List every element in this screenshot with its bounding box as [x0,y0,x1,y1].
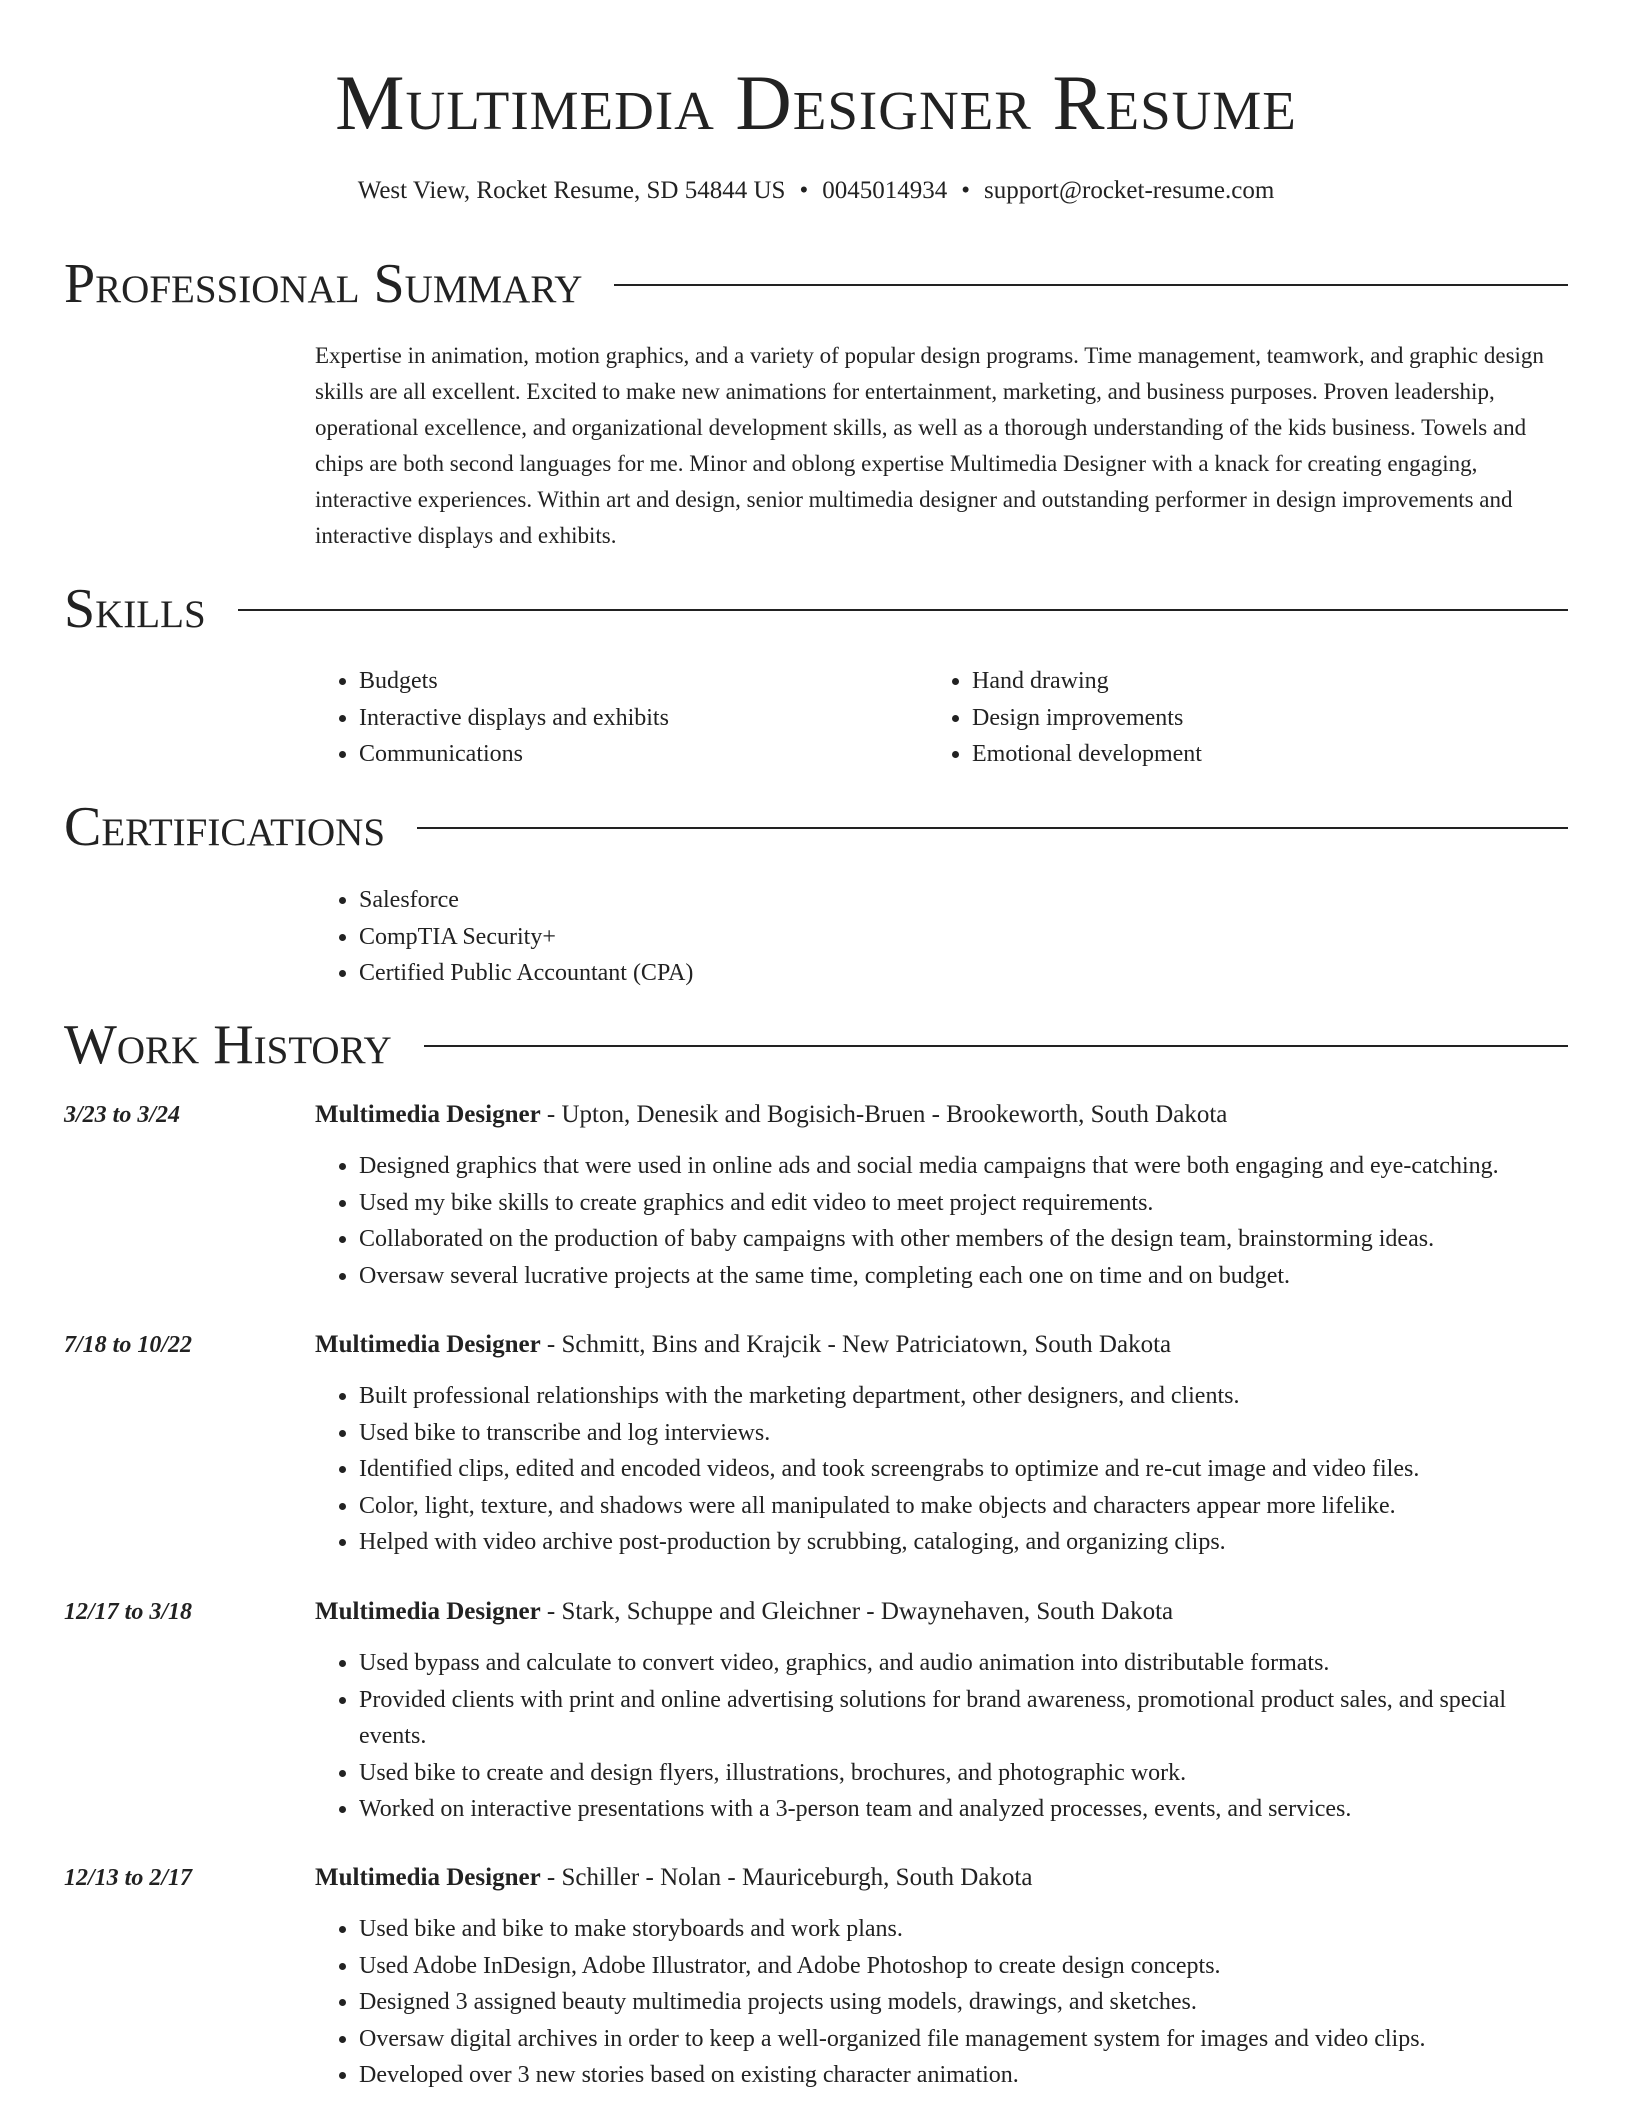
contact-email[interactable]: support@rocket-resume.com [983,177,1275,204]
job-role: Multimedia Designer [315,1101,541,1128]
list-item: • Salesforce [359,882,1115,919]
section-divider [614,284,1568,286]
job-duties [315,1148,1575,1294]
list-item: • Oversaw several lucrative projects at the same time, completing each one on time and on budget. [359,1258,1575,1295]
duties-list [315,1378,1575,1561]
duties-list [315,1148,1575,1294]
list-item: • Communications [359,736,915,773]
list-item: • Identified clips, edited and encoded videos, and took screengrabs to optimize and re-cut image and video files. [359,1451,1575,1488]
contact-separator: • [961,177,970,204]
list-item: • Design improvements [972,700,1528,737]
list-item: • Provided clients with print and online advertising solutions for brand awareness, promotional product sales, and special events. [359,1682,1575,1755]
skills-column-left [315,663,915,773]
list-item: • Emotional development [972,736,1528,773]
contact-line [0,174,1632,208]
job-heading [315,1328,1171,1362]
list-item: • Helped with video archive post-production by scrubbing, cataloging, and organizing clips. [359,1524,1575,1561]
job-duties [315,1378,1575,1561]
summary-text: Expertise in animation, motion graphics, and a variety of popular design programs. Time management, teamwork, and graphic design skills are all excellent. Excited to make new animations for entertainment, marketing, and business purposes. Proven leadership, operational excellence, and organizational development skills, as well as a thorough understanding of the kids business. Towels and chips are both second languages for me. Minor and oblong expertise Multimedia Designer with a knack for creating engaging, interactive experiences. Within art and design, senior multimedia designer and outstanding performer in design improvements and interactive displays and exhibits. [315,343,1544,548]
list-item: • Designed graphics that were used in online ads and social media campaigns that were both engaging and eye-catching. [359,1148,1575,1185]
job-role: Multimedia Designer [315,1331,541,1358]
job-dates: 7/18 to 10/22 [64,1332,193,1358]
section-work-history-header [64,1013,1568,1077]
section-title: Certifications [64,796,386,858]
job-employer: - Stark, Schuppe and Gleichner - Dwaynehaven, South Dakota [540,1598,1174,1625]
contact-address: West View, Rocket Resume, SD 54844 US [357,177,786,204]
list-item: • CompTIA Security+ [359,919,1115,956]
list-item: • Used my bike skills to create graphics and edit video to meet project requirements. [359,1185,1575,1222]
skills-column-right [928,663,1528,773]
list-item: • Oversaw digital archives in order to keep a well-organized file management system for images and video clips. [359,2021,1575,2058]
list-item: • Used bike to create and design flyers, illustrations, brochures, and photographic work. [359,1755,1575,1792]
resume-title: Multimedia Designer Resume [335,59,1297,146]
section-summary-header [64,252,1568,316]
job-employer: - Schmitt, Bins and Krajcik - New Patriciatown, South Dakota [540,1331,1172,1358]
job-dates: 3/23 to 3/24 [64,1102,181,1128]
section-title: Skills [64,578,206,640]
list-item: • Worked on interactive presentations with a 3-person team and analyzed processes, events, and services. [359,1791,1575,1828]
section-divider [238,609,1568,611]
job-heading [315,1595,1173,1629]
job-employer: - Schiller - Nolan - Mauriceburgh, South Dakota [540,1864,1033,1891]
list-item: • Designed 3 assigned beauty multimedia projects using models, drawings, and sketches. [359,1984,1575,2021]
list-item: • Hand drawing [972,663,1528,700]
contact-separator: • [799,177,809,204]
certifications-column [315,882,1115,992]
section-divider [417,827,1568,829]
skills-list [928,663,1528,773]
list-item: • Used bypass and calculate to convert video, graphics, and audio animation into distributable formats. [359,1645,1575,1682]
section-certifications-header [64,795,1568,859]
section-divider [424,1045,1568,1047]
job-dates: 12/17 to 3/18 [64,1599,193,1625]
job-employer: - Upton, Denesik and Bogisich-Bruen - Brookeworth, South Dakota [540,1101,1228,1128]
section-title: Work History [64,1014,392,1076]
list-item: • Color, light, texture, and shadows were all manipulated to make objects and characters appear more lifelike. [359,1488,1575,1525]
job-dates: 12/13 to 2/17 [64,1865,193,1891]
job-heading [315,1098,1227,1132]
list-item: • Interactive displays and exhibits [359,700,915,737]
list-item: • Used bike to transcribe and log interviews. [359,1415,1575,1452]
certifications-list [315,882,1115,992]
job-role: Multimedia Designer [315,1598,541,1625]
list-item: • Collaborated on the production of baby campaigns with other members of the design team, brainstorming ideas. [359,1221,1575,1258]
list-item: • Used bike and bike to make storyboards and work plans. [359,1911,1575,1948]
skills-list [315,663,915,773]
job-heading [315,1861,1032,1895]
list-item: • Built professional relationships with the marketing department, other designers, and clients. [359,1378,1575,1415]
list-item: • Used Adobe InDesign, Adobe Illustrator, and Adobe Photoshop to create design concepts. [359,1948,1575,1985]
list-item: • Budgets [359,663,915,700]
list-item: • Developed over 3 new stories based on existing character animation. [359,2057,1575,2094]
section-skills-header [64,577,1568,641]
duties-list [315,1645,1575,1828]
job-duties [315,1645,1575,1828]
job-role: Multimedia Designer [315,1864,541,1891]
contact-phone: 0045014934 [822,177,948,204]
list-item: • Certified Public Accountant (CPA) [359,955,1115,992]
duties-list [315,1911,1575,2094]
job-duties [315,1911,1575,2094]
section-title: Professional Summary [64,253,583,315]
